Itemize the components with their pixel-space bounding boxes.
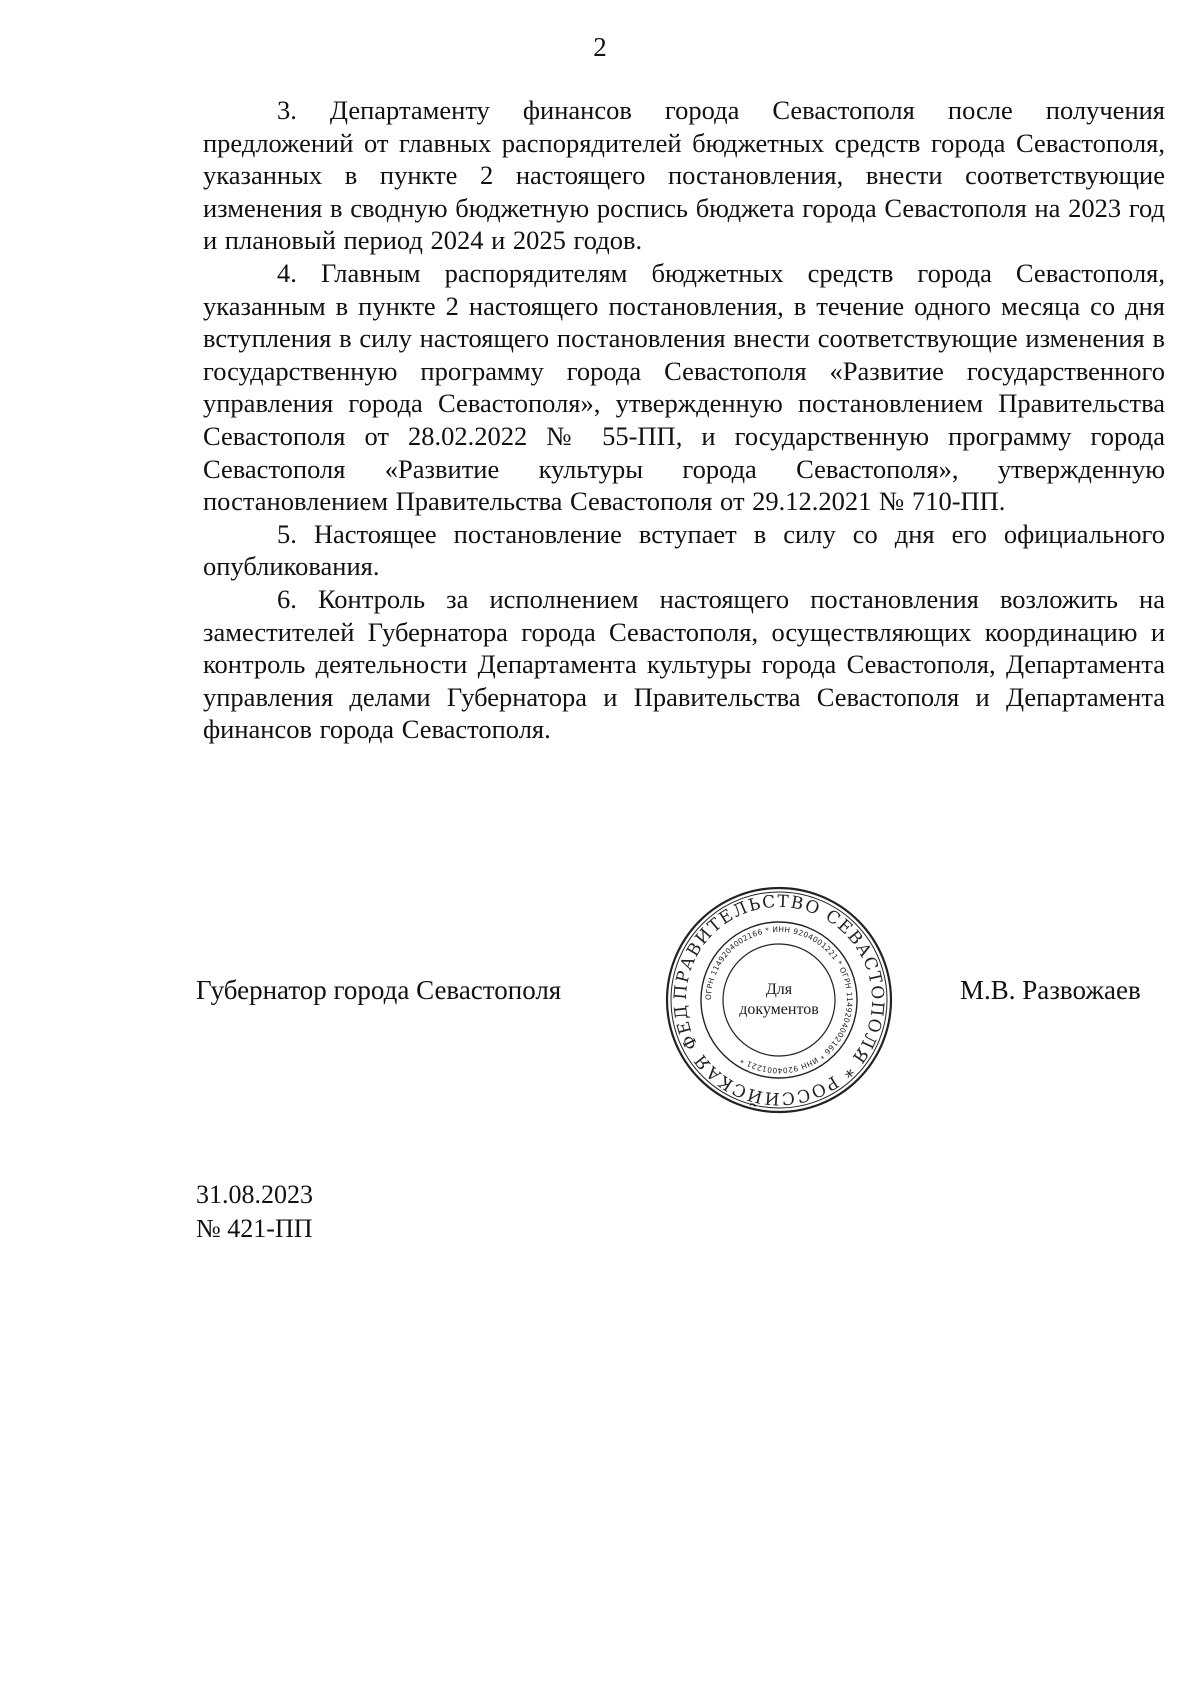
seal-center-line-2: документов [739,1001,819,1018]
signatory-name: М.В. Развожаев [960,975,1141,1005]
document-date: 31.08.2023 [196,1180,313,1209]
paragraph-4: 4. Главным распорядителям бюджетных средств города Севастополя, указанным в пункте 2 настоящего постановления, в течение одного месяца со дня вступления в силу настоящего постановления внести соответствующие изменения в государственную программу города Севастополя «Развитие государственного управления города Севастополя», утвержденную постановлением Правительства Севастополя от 28.02.2022 № 55-ПП, и государственную программу города Севастополя «Развитие культуры города Севастополя», утвержденную постановлением Правительства Севастополя от 29.12.2021 № 710-ПП. [203,257,1165,517]
document-number: № 421-ПП [196,1214,313,1243]
official-seal [664,885,894,1115]
page-number: 2 [593,32,607,62]
seal-outer-text: ПРАВИТЕЛЬСТВО СЕВАСТОПОЛЯ * РОССИЙСКАЯ ФЕД [670,891,888,1109]
seal-center-line-1: Для [765,981,793,998]
signatory-position: Губернатор города Севастополя [196,975,562,1005]
seal-inner-text: ОГРН 1149204002166 * ИНН 9204001221 * ОГРН 1149204002166 * ИНН 9204001221 * [703,924,855,1076]
paragraph-6: 6. Контроль за исполнением настоящего постановления возложить на заместителей Губернатора города Севастополя, осуществляющих координацию и контроль деятельности Департамента культуры города Севастополя, Департамента управления делами Губернатора и Правительства Севастополя и Департамента финансов города Севастополя. [203,583,1165,745]
seal-center [664,885,894,1115]
paragraph-5: 5. Настоящее постановление вступает в силу со дня его официального опубликования. [203,518,1165,582]
paragraph-3: 3. Департаменту финансов города Севастополя после получения предложений от главных распорядителей бюджетных средств города Севастополя, указанных в пункте 2 настоящего постановления, внести соответствующие изменения в сводную бюджетную роспись бюджета города Севастополя на 2023 год и плановый период 2024 и 2025 годов. [203,95,1165,256]
